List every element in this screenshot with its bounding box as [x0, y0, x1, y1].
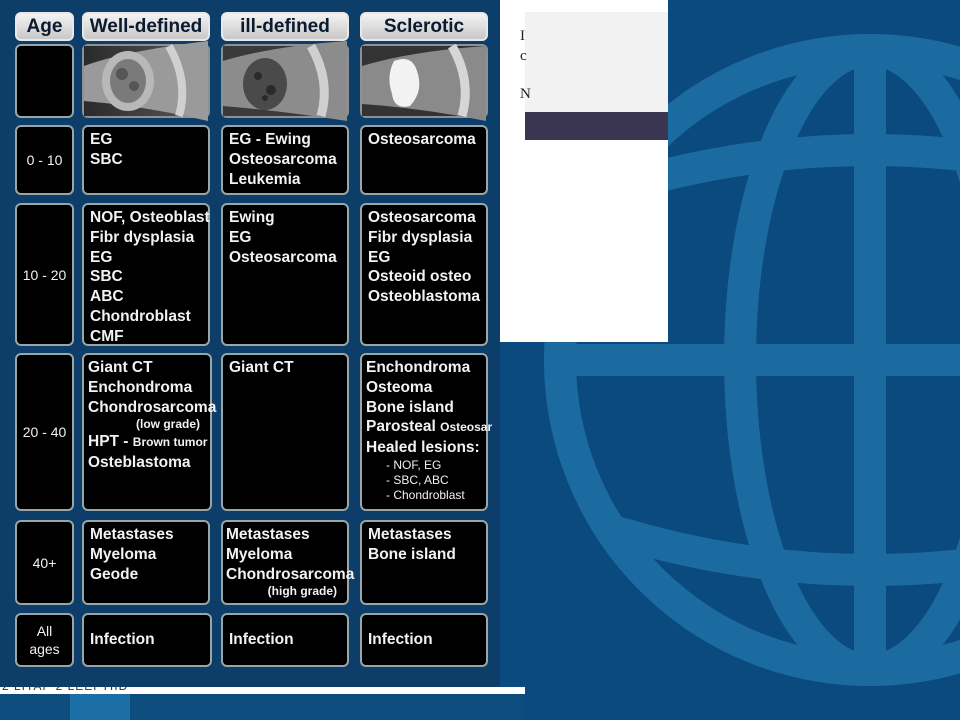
lesion-item: Osteosarcoma [229, 248, 337, 266]
lesion-item: Fibr dysplasia [368, 228, 473, 246]
lesion-item-sub: Brown tumor [132, 435, 208, 450]
lesion-item: Osteosarcoma [229, 150, 337, 168]
cell-40-plus-well-defined [82, 520, 210, 605]
cell-40-plus-ill-defined [221, 520, 355, 605]
cell-20-40-well-defined [82, 353, 217, 511]
age-cell-20-40: 20 - 40 [15, 353, 74, 511]
header-well-defined: Well-defined [82, 12, 210, 41]
lesion-item: Osteblastoma [88, 454, 191, 472]
header-age: Age [15, 12, 74, 41]
bottom-strip [0, 687, 525, 694]
bone-lesion-chart [0, 0, 500, 687]
side-slide-strip [525, 112, 668, 140]
age-cell-40-plus: 40+ [15, 520, 74, 605]
header-sclerotic: Sclerotic [360, 12, 488, 41]
lesion-item: Osteoid osteo [368, 268, 472, 286]
lesion-item [366, 417, 493, 438]
lesion-item: Enchondroma [88, 378, 193, 396]
cell-0-10-ill-defined [221, 125, 349, 195]
lesion-item: Chondroblast [90, 307, 191, 325]
side-slide-content [525, 12, 668, 112]
lesion-item: Metastases [90, 526, 174, 543]
lesion-item: Enchondroma [366, 359, 471, 376]
cell-all-ages-ill-defined [221, 613, 349, 667]
lesion-item-main: Parosteal [366, 418, 441, 436]
lesion-item: EG [368, 248, 391, 266]
lesion-item: Infection [90, 631, 155, 649]
lesion-item: Chondrosarcoma [88, 398, 217, 416]
cell-20-40-sclerotic [360, 353, 493, 511]
lesion-item: NOF, Osteoblast [90, 209, 210, 226]
lesion-item: Infection [368, 631, 433, 649]
well-defined-xray-image [82, 44, 210, 118]
header-ill-defined: ill-defined [221, 12, 349, 41]
lesion-item: Geode [90, 565, 139, 583]
sclerotic-xray-image [360, 44, 488, 118]
cell-all-ages-well-defined [82, 613, 212, 667]
lesion-item: Osteoblastoma [368, 288, 480, 306]
cell-0-10-sclerotic [360, 125, 488, 195]
cell-40-plus-sclerotic [360, 520, 488, 605]
lesion-item: EG [90, 248, 113, 266]
lesion-item: Bone island [366, 398, 454, 416]
ill-defined-xray-image [221, 44, 349, 118]
lesion-item: Chondrosarcoma [226, 565, 355, 583]
lesion-item: CMF [90, 327, 124, 345]
cell-10-20-well-defined [82, 203, 210, 346]
lesion-item: EG [90, 131, 113, 148]
cell-10-20-ill-defined [221, 203, 349, 346]
lesion-item: EG - Ewing [229, 131, 311, 148]
lesion-item: Leukemia [229, 170, 301, 188]
cell-10-20-sclerotic [360, 203, 488, 346]
lesion-item: Metastases [368, 526, 452, 543]
age-label: ages [29, 641, 60, 657]
lesion-note: (high grade) [267, 584, 337, 599]
lesion-item: Healed lesions: [366, 439, 480, 457]
lesion-item: Osteosarcoma [368, 209, 476, 226]
footer-tab [70, 694, 130, 720]
side-slide-text: I [520, 28, 525, 44]
age-cell-all-ages [15, 613, 74, 667]
lesion-note: (low grade) [135, 417, 200, 432]
lesion-item: Myeloma [90, 545, 157, 563]
lesion-item: EG [229, 228, 252, 246]
lesion-item-main: HPT - [88, 433, 133, 451]
lesion-item-sub: Osteosar [440, 420, 493, 435]
lesion-bullet: - NOF, EG [386, 457, 442, 472]
lesion-item: Metastases [226, 526, 310, 543]
lesion-item: SBC [90, 150, 123, 168]
lesion-item: Osteoma [366, 378, 433, 396]
age-label: All [36, 623, 53, 639]
lesion-item: Giant CT [88, 359, 153, 376]
lesion-item [88, 432, 208, 453]
cell-all-ages-sclerotic [360, 613, 488, 667]
lesion-item: Osteosarcoma [368, 131, 476, 148]
age-cell-0-10: 0 - 10 [15, 125, 74, 195]
lesion-bullet: - Chondroblast [386, 487, 465, 502]
side-slide-text: N [520, 86, 531, 102]
lesion-item: SBC [90, 268, 123, 286]
lesion-item: Ewing [229, 209, 275, 226]
lesion-item: Myeloma [226, 545, 293, 563]
lesion-item: Giant CT [229, 359, 294, 376]
lesion-item: Bone island [368, 545, 456, 563]
cell-20-40-ill-defined [221, 353, 349, 511]
lesion-item: ABC [90, 288, 124, 306]
side-slide-text: c [520, 48, 527, 64]
side-slide-panel [500, 0, 668, 342]
cell-0-10-well-defined [82, 125, 210, 195]
lesion-item: Fibr dysplasia [90, 228, 195, 246]
age-blank-cell [15, 44, 74, 118]
lesion-bullet: - SBC, ABC [386, 472, 449, 487]
age-cell-10-20: 10 - 20 [15, 203, 74, 346]
lesion-item: Infection [229, 631, 294, 649]
